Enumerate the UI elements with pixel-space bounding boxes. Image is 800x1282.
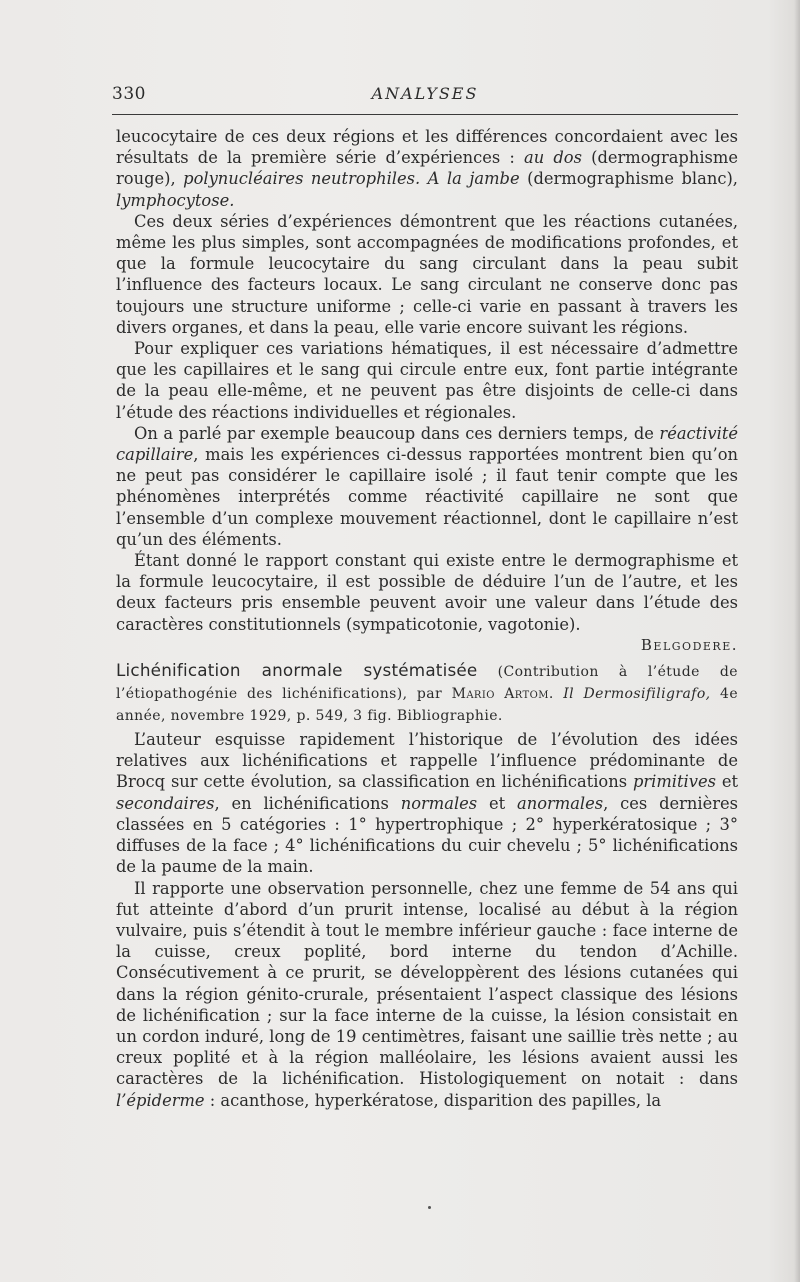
page-number: 330 bbox=[112, 84, 146, 104]
paragraph: On a parlé par exemple beaucoup dans ces derniers temps, de réactivité capillaire, mais les expériences ci-dessus rapportées montrent bien qu’on ne peut pas considérer le capillaire isolé ; il faut tenir compte que les phénomènes interprétés comme réactivité capillaire ne sont que l’ensemble d’un complexe mouvement réactionnel, dont le capillaire n’est qu’un des éléments. bbox=[116, 423, 738, 549]
article-author: Mario Artom. bbox=[451, 686, 554, 703]
paragraph: leucocytaire de ces deux régions et les différences concordaient avec les résultats de la première série d’expériences : au dos (dermographisme rouge), polynucléaires neutrophiles. A la jambe (dermographisme blanc), lymphocytose. bbox=[116, 127, 738, 210]
journal-name: Il Dermosifiligrafo, bbox=[553, 686, 711, 703]
paragraph: Pour expliquer ces variations hématiques, il est nécessaire d’admettre que les capillaires et le sang qui circule entre eux, font partie intégrante de la peau elle-même, et ne peuvent pas être disjoints de celle-ci dans l’étude des réactions individuelles et régionales. bbox=[116, 339, 738, 422]
page-edge-shadow bbox=[794, 0, 800, 1282]
body-text bbox=[116, 126, 738, 1111]
article-heading: Lichénification anormale systématisée (Contribution à l’étude de l’étiopathogénie des lichénifications), par Mario Artom. Il Dermosifiligrafo, 4e année, novembre 1929, p. 549, 3 fig. Bibliographie. bbox=[116, 660, 738, 725]
page-header bbox=[112, 84, 738, 108]
paragraph: Étant donné le rapport constant qui existe entre le dermographisme et la formule leucocytaire, il est possible de déduire l’un de l’autre, et les deux facteurs pris ensemble peuvent avoir une valeur dans l’étude des caractères constitutionnels (sympaticotonie, vagotonie). bbox=[116, 551, 738, 634]
paragraph: L’auteur esquisse rapidement l’historique de l’évolution des idées relatives aux lichénifications et rappelle l’influence prédominante de Brocq sur cette évolution, sa classification en lichénifications primitives et secondaires, en lichénifications normales et anormales, ces dernières classées en 5 catégories : 1° hypertrophique ; 2° hyperkératosique ; 3° diffuses de la face ; 4° lichénifications du cuir chevelu ; 5° lichénifications de la paume de la main. bbox=[116, 730, 739, 877]
paragraph: Il rapporte une observation personnelle, chez une femme de 54 ans qui fut atteinte d’abord d’un prurit intense, localisé au début à la région vulvaire, puis s’étendit à tout le membre inférieur gauche : face interne de la cuisse, creux poplité, bord interne du tendon d’Achille. Consécutivement à ce prurit, se développèrent des lésions cutanées qui dans la région génito-crurale, présentaient l’aspect classique des lésions de lichénification ; sur la face interne de la cuisse, la lésion consistait en un cordon induré, long de 19 centimètres, faisant une saillie très nette ; au creux poplité et à la région malléolaire, les lésions avaient aussi les caractères de la lichénification. Histologiquement on notait : dans l’épiderme : acanthose, hyperkératose, disparition des papilles, la bbox=[116, 878, 738, 1110]
article-title: Lichénification anormale systématisée bbox=[116, 660, 478, 681]
author-signature: Belgodere. bbox=[640, 635, 738, 654]
print-speck bbox=[428, 1206, 431, 1209]
running-title: ANALYSES bbox=[371, 84, 479, 103]
paragraph: Ces deux séries d’expériences démontrent que les réactions cutanées, même les plus simples, sont accompagnées de modifications profondes, et que la formule leucocytaire du sang circulant dans la peau subit l’influence des facteurs locaux. Le sang circulant ne conserve donc pas toujours une structure uniforme ; celle-ci varie en passant à travers les divers organes, et dans la peau, elle varie encore suivant les régions. bbox=[116, 211, 738, 337]
header-rule bbox=[112, 114, 738, 115]
